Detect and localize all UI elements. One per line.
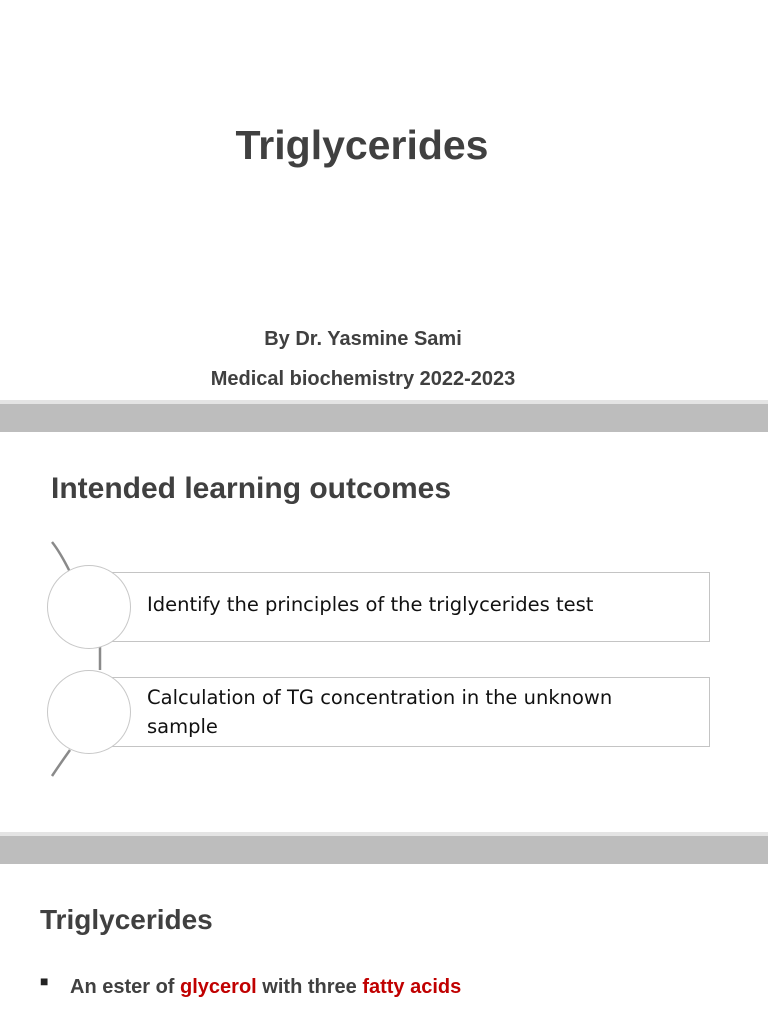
slide-title: Triglycerides [235,122,489,168]
outcomes-slide [0,432,768,832]
section-heading: Triglycerides [40,904,213,935]
outcome-item [90,572,710,642]
outcomes-heading: Intended learning outcomes [51,472,452,505]
slide-separator [0,832,768,864]
outcome-item [90,677,710,747]
course-line: Medical biochemistry 2022-2023 [210,368,516,390]
bullet-text [70,976,461,999]
highlight-glycerol: glycerol [180,976,257,998]
title-slide [0,0,768,400]
highlight-fatty-acids: fatty acids [362,976,462,998]
circle-marker [47,670,131,754]
circle-marker [47,565,131,649]
slide-separator [0,400,768,432]
outcome-text: Calculation of TG concentration in the unknown sample [147,686,613,738]
outcome-text: Identify the principles of the triglycerides test [147,593,594,616]
triglycerides-slide [0,864,768,1024]
bullet-text-part: An ester of [70,976,181,998]
bullet-text-part: with three [256,976,363,998]
author-line: By Dr. Yasmine Sami [264,328,462,350]
square-bullet-icon: ■ [40,973,49,989]
